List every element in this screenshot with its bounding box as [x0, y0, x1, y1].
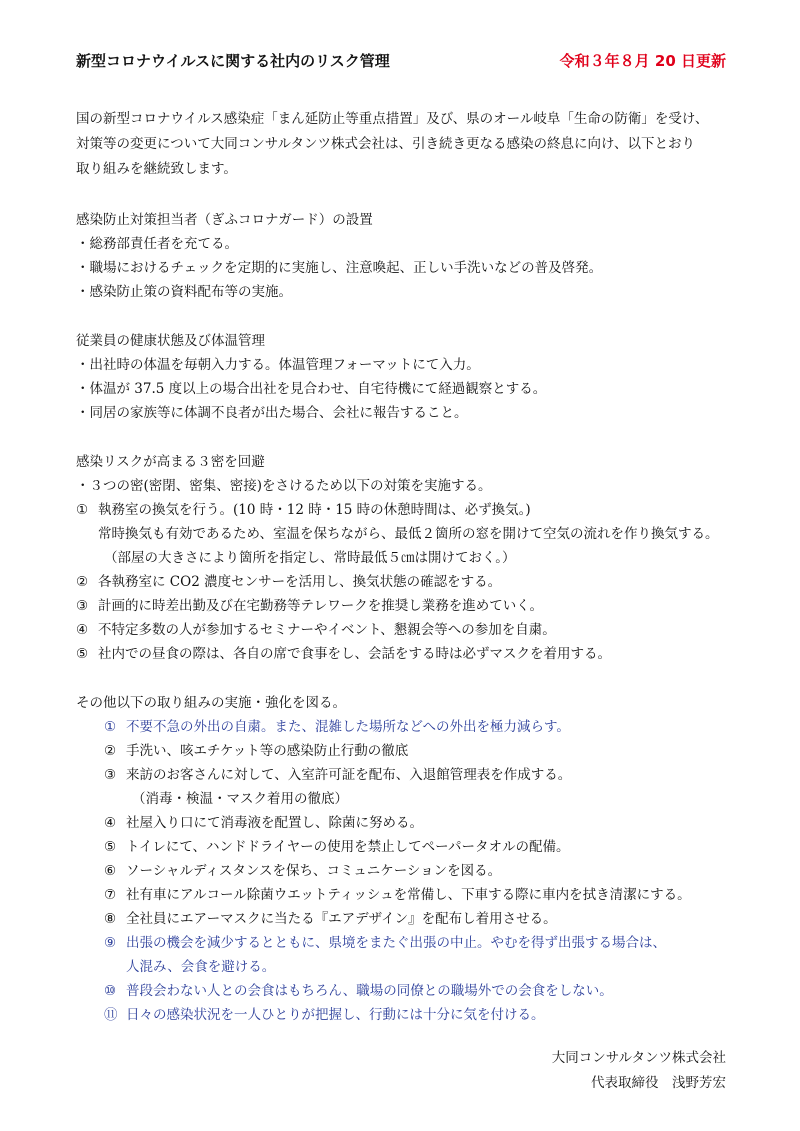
list-item — [76, 500, 531, 520]
item-text: 来訪のお客さんに対して、入室許可証を配布、入退館管理表を作成する。 — [126, 767, 572, 783]
list-item: ・体温が 37.5 度以上の場合出社を見合わせ、自宅待機にて経過観察とする。 — [76, 381, 547, 397]
document-header — [76, 50, 726, 72]
item-text: 社内での昼食の際は、各自の席で食事をし、会話をする時は必ずマスクを着用する。 — [98, 646, 611, 662]
item-text: 不特定多数の人が参加するセミナーやイベント、懇親会等への参加を自粛。 — [98, 622, 556, 638]
item-number: ① — [76, 502, 89, 518]
list-item — [104, 741, 408, 761]
item-text: 全社員にエアーマスクに当たる『エアデザイン』を配布し着用させる。 — [126, 911, 557, 927]
company-name: 大同コンサルタンツ株式会社 — [551, 1050, 726, 1066]
list-item — [104, 933, 666, 953]
section-heading: 感染リスクが高まる３密を回避 — [76, 454, 265, 470]
list-item — [104, 885, 691, 905]
representative-name: 代表取締役 浅野芳宏 — [591, 1075, 726, 1091]
list-item-continuation: 常時換気も有効であるため、室温を保ちながら、最低２箇所の窓を開けて空気の流れを作り換気する。 — [98, 526, 719, 542]
list-item — [104, 909, 557, 929]
update-date: 令和３年８月 20 日更新 — [559, 52, 726, 70]
list-item-continuation: （部屋の大きさにより箇所を指定し、常時最低５㎝は開けておく。） — [104, 550, 516, 566]
list-item — [104, 1005, 545, 1025]
list-item — [76, 572, 501, 592]
item-text: 日々の感染状況を一人ひとりが把握し、行動には十分に気を付ける。 — [126, 1007, 545, 1023]
item-number: ⑧ — [104, 911, 117, 927]
section-lead: ・３つの密(密閉、密集、密接)をさけるため以下の対策を実施する。 — [76, 478, 492, 494]
intro-line: 取り組みを継続致します。 — [76, 161, 237, 177]
item-text: 各執務室に CO2 濃度センサーを活用し、換気状態の確認をする。 — [98, 574, 502, 590]
item-number: ③ — [76, 598, 89, 614]
item-number: ③ — [104, 767, 117, 783]
item-text: 出張の機会を減少するとともに、県境をまたぐ出張の中止。やむを得ず出張する場合は、 — [126, 935, 666, 951]
item-number: ④ — [104, 815, 117, 831]
list-item: ・出社時の体温を毎朝入力する。体温管理フォーマットにて入力。 — [76, 357, 480, 373]
list-item — [76, 620, 556, 640]
item-text: 手洗い、咳エチケット等の感染防止行動の徹底 — [126, 743, 409, 759]
list-item — [104, 981, 613, 1001]
item-text: 普段会わない人との会食はもちろん、職場の同僚との職場外での会食をしない。 — [126, 983, 613, 999]
item-text: 社有車にアルコール除菌ウエットティッシュを常備し、下車する際に車内を拭き清潔にする。 — [126, 887, 691, 903]
item-number: ② — [104, 743, 117, 759]
list-item — [104, 717, 570, 737]
item-number: ① — [104, 719, 117, 735]
section-heading: 感染防止対策担当者（ぎふコロナガード）の設置 — [76, 212, 373, 228]
list-item: ・総務部責任者を充てる。 — [76, 236, 238, 252]
list-item-continuation: （消毒・検温・マスク着用の徹底） — [132, 791, 348, 807]
list-item — [104, 813, 423, 833]
list-item — [76, 644, 611, 664]
list-item: ・職場におけるチェックを定期的に実施し、注意喚起、正しい手洗いなどの普及啓発。 — [76, 260, 603, 276]
page-title: 新型コロナウイルスに関する社内のリスク管理 — [76, 52, 390, 70]
list-item-continuation: 人混み、会食を避ける。 — [126, 959, 276, 975]
intro-line: 対策等の変更について大同コンサルタンツ株式会社は、引き続き更なる感染の終息に向け、以下とおり — [76, 136, 695, 152]
item-number: ⑪ — [104, 1007, 118, 1023]
item-number: ② — [76, 574, 89, 590]
list-item — [76, 596, 543, 616]
item-number: ⑦ — [104, 887, 117, 903]
item-number: ④ — [76, 622, 89, 638]
item-number: ⑩ — [104, 983, 117, 999]
item-number: ⑥ — [104, 863, 117, 879]
item-text: 不要不急の外出の自粛。また、混雑した場所などへの外出を極力減らす。 — [126, 719, 570, 735]
item-text: トイレにて、ハンドドライヤーの使用を禁止してペーパータオルの配備。 — [126, 839, 570, 855]
section-heading: その他以下の取り組みの実施・強化を図る。 — [76, 695, 346, 711]
section-heading: 従業員の健康状態及び体温管理 — [76, 333, 265, 349]
list-item — [104, 861, 501, 881]
intro-line: 国の新型コロナウイルス感染症「まん延防止等重点措置」及び、県のオール岐阜「生命の防衛」を受け、 — [76, 111, 709, 127]
item-number: ⑤ — [104, 839, 117, 855]
item-text: 計画的に時差出勤及び在宅勤務等テレワークを推奨し業務を進めていく。 — [98, 598, 543, 614]
item-text: 社屋入り口にて消毒液を配置し、除菌に努める。 — [126, 815, 423, 831]
item-number: ⑤ — [76, 646, 89, 662]
list-item — [104, 837, 569, 857]
item-text: ソーシャルディスタンスを保ち、コミュニケーションを図る。 — [126, 863, 502, 879]
item-number: ⑨ — [104, 935, 117, 951]
list-item — [104, 765, 571, 785]
list-item: ・感染防止策の資料配布等の実施。 — [76, 284, 292, 300]
item-text: 執務室の換気を行う。(10 時・12 時・15 時の休憩時間は、必ず換気。) — [98, 502, 531, 518]
list-item: ・同居の家族等に体調不良者が出た場合、会社に報告すること。 — [76, 405, 468, 421]
